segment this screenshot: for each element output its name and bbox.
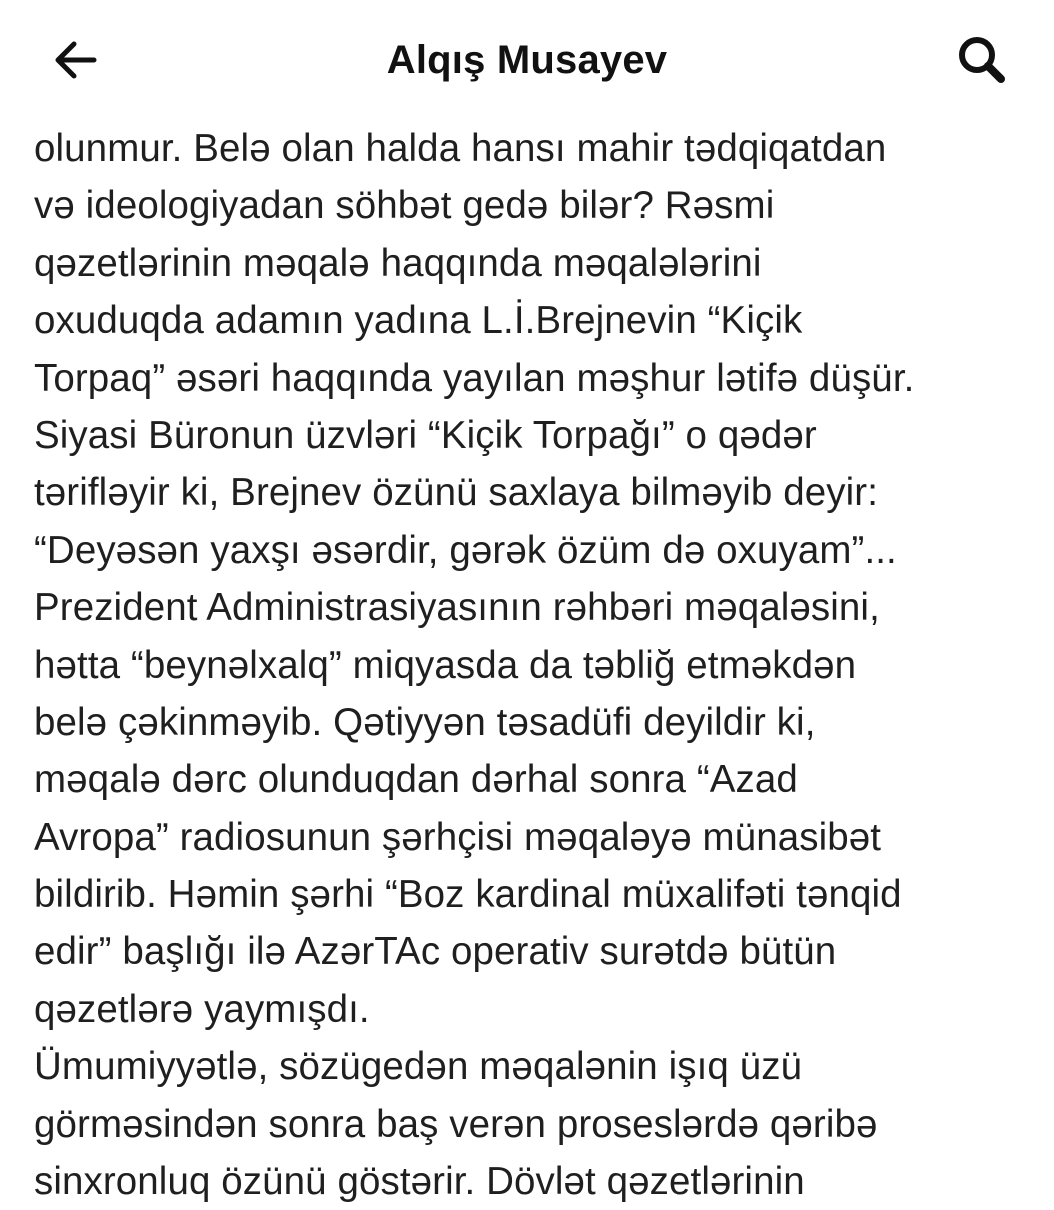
post-text-line: Torpaq” əsəri haqqında yayılan məşhur lətifə düşür. <box>34 356 915 400</box>
post-text-line: qəzetlərə yaymışdı. <box>34 987 370 1031</box>
post-text-line: sinxronluq özünü göstərir. Dövlət qəzetlərinin <box>34 1160 805 1204</box>
search-icon <box>954 32 1010 88</box>
post-text-line: belə çəkinməyib. Qətiyyən təsadüfi deyildir ki, <box>34 700 816 744</box>
post-text-line: “Deyəsən yaxşı əsərdir, gərək özüm də oxuyam”... <box>34 528 897 572</box>
post-text-line: olunmur. Belə olan halda hansı mahir tədqiqatdan <box>34 127 887 170</box>
post-text-line: Ümumiyyətlə, sözügedən məqalənin işıq üzü <box>34 1045 803 1089</box>
top-app-bar <box>0 0 1054 120</box>
search-button[interactable] <box>946 28 1018 92</box>
post-text-line: və ideologiyadan söhbət gedə bilər? Rəsmi <box>34 184 775 228</box>
post-text-line: oxuduqda adamın yadına L.İ.Brejnevin “Kiçik <box>34 299 803 343</box>
post-text-line: Prezident Administrasiyasının rəhbəri məqaləsini, <box>34 586 880 630</box>
post-text-line: tərifləyir ki, Brejnev özünü saxlaya bilməyib deyir: <box>34 471 878 515</box>
post-text-line: qəzetlərinin məqalə haqqında məqalələrini <box>34 241 762 285</box>
post-text-line: məqalə dərc olunduqdan dərhal sonra “Azad <box>34 758 798 802</box>
post-body <box>34 120 1044 1210</box>
post-text-line: bildirib. Həmin şərhi “Boz kardinal müxalifəti tənqid <box>34 873 902 917</box>
post-text-line: edir” başlığı ilə AzərTAc operativ surətdə bütün <box>34 930 837 974</box>
post-text-line: görməsindən sonra baş verən proseslərdə qəribə <box>34 1102 878 1146</box>
post-text-line: Avropa” radiosunun şərhçisi məqaləyə münasibət <box>34 815 882 859</box>
post-text-line: Siyasi Büronun üzvləri “Kiçik Torpağı” o qədər <box>34 413 817 457</box>
page-title: Alqış Musayev <box>386 38 668 82</box>
post-text-line: hətta “beynəlxalq” miqyasda da təbliğ etməkdən <box>34 643 857 687</box>
